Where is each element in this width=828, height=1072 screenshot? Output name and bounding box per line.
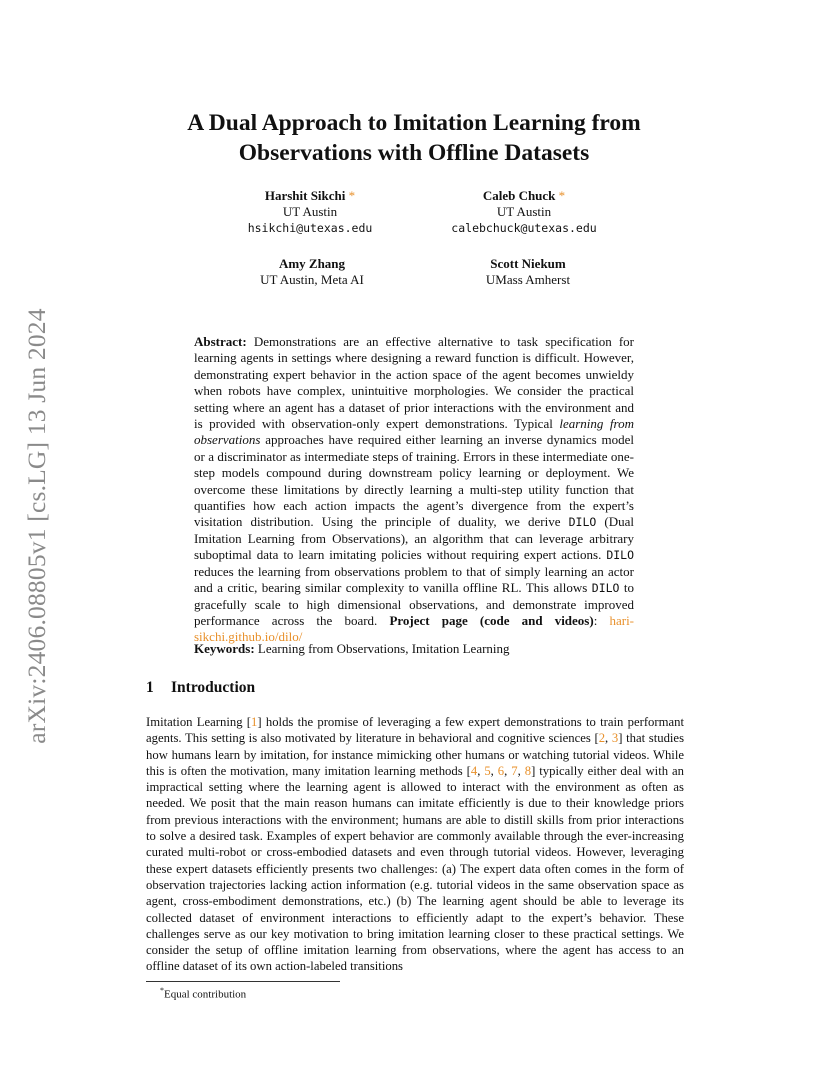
abstract-text: Demonstrations are an effective alternative to task specification for learning agents in settings where designing a reward function is difficult. However, demonstrating expert behavior in the action space of the agent becomes unwieldy when robots have complex, unintuitive morphologies. We consider the practical setting where an agent has a dataset of prior interactions with the environment and is provided with observation-only expert demonstrations. Typical xyxy=(194,334,635,432)
author-affiliation: UT Austin, Meta AI xyxy=(260,272,364,287)
title-line-2: Observations with Offline Datasets xyxy=(238,140,590,166)
author-name: Harshit Sikchi xyxy=(264,188,346,203)
intro-paragraph xyxy=(146,714,684,975)
footnote-rule xyxy=(146,981,340,982)
abstract-text: (Dual Imitation Learning from Observations), an algorithm that can leverage arbitrary suboptimal data to learn imitating policies without requiring expert actions. xyxy=(194,514,635,563)
citation-separator: , xyxy=(605,731,612,746)
keywords-label: Keywords: xyxy=(194,641,255,656)
equal-contrib-mark: * xyxy=(348,188,356,203)
project-page-link[interactable]: hari-sikchi.github.io/dilo/ xyxy=(194,612,635,645)
citation-link[interactable]: 5 xyxy=(484,763,491,778)
arxiv-side-stamp xyxy=(20,292,54,760)
arxiv-id-text: arXiv:2406.08805v1 [cs.LG] 13 Jun 2024 xyxy=(22,308,51,744)
intro-text: ] typically either deal with an impractical setting where the learning agent is allowed to interact with the environment as often as needed. We posit that the main reason humans can imitate efficiently is due to their knowledge priors from previous interactions with the environment; humans are able to distill skills from prior interactions to solve a desired task. Examples of expert behavior are commonly available through the ever-increasing curated multi-robot or cross-embodied datasets and even through tutorial videos. However, leveraging these expert datasets efficiently presents two challenges: (a) The expert data often comes in the form of observation trajectories lacking action information (e.g. tutorial videos in the same observation space as agent, cross-embodiment demonstrations, etc.) (b) The learning agent should be able to leverage its collected dataset of environment interactions to efficiently adapt to the expert’s behavior. These challenges serve as our key motivation to bring imitation learning closer to these practical settings. We consider the setup of offline imitation learning from observations, where the agent has access to an offline dataset of its own action-labeled transitions xyxy=(146,763,684,974)
citation-separator: , xyxy=(517,763,525,778)
abstract-label: Abstract: xyxy=(194,334,247,349)
citation-link[interactable]: 6 xyxy=(497,763,505,778)
intro-text: ] that studies how humans learn by imitation, for instance mimicking other humans or watching tutorial videos. While this is often the motivation, many imitation learning methods [ xyxy=(146,731,685,778)
intro-text: Imitation Learning [ xyxy=(146,715,252,729)
citation-link[interactable]: 2 xyxy=(598,731,606,746)
keywords-text: Learning from Observations, Imitation Learning xyxy=(257,641,510,656)
author-name: Amy Zhang xyxy=(278,256,346,271)
author-affiliation: UT Austin xyxy=(496,204,552,219)
author-affiliation: UT Austin xyxy=(282,204,338,219)
project-page-colon: : xyxy=(593,612,598,628)
author-block-1 xyxy=(194,188,426,236)
keywords xyxy=(194,641,634,657)
section-heading xyxy=(146,679,255,697)
citation-link[interactable]: 8 xyxy=(524,763,532,778)
author-affiliation: UMass Amherst xyxy=(485,272,571,287)
section-title: Introduction xyxy=(171,679,256,696)
paper-title xyxy=(150,108,678,168)
author-block-3 xyxy=(196,256,428,288)
author-name: Caleb Chuck xyxy=(482,188,556,203)
abstract xyxy=(194,334,634,646)
section-number: 1 xyxy=(146,679,154,696)
citation-link[interactable]: 7 xyxy=(511,763,518,778)
citation-separator: , xyxy=(504,763,512,778)
intro-text: ] holds the promise of leveraging a few expert demonstrations to train performant agents. This setting is also motivated by literature in behavioral and cognitive sciences [ xyxy=(146,715,684,746)
abstract-text: reduces the learning from observations problem to that of simply learning an actor and a critic, bearing similar complexity to vanilla offline RL. This allows xyxy=(194,563,634,596)
method-name: DILO xyxy=(606,548,635,563)
author-name: Scott Niekum xyxy=(490,256,566,271)
footnote-mark: * xyxy=(160,986,164,995)
citation-separator: , xyxy=(490,763,498,778)
equal-contrib-mark: * xyxy=(558,188,566,203)
method-name: DILO xyxy=(568,515,597,530)
author-block-2 xyxy=(408,188,640,236)
citation-separator: , xyxy=(477,763,485,778)
project-page-label: Project page (code and videos) xyxy=(389,612,594,628)
citation-link[interactable]: 1 xyxy=(251,715,258,729)
abstract-text: to gracefully scale to high dimensional observations, and demonstrate improved performance across the board. xyxy=(194,580,635,628)
abstract-italic-term: learning from observations xyxy=(194,416,634,448)
author-block-4 xyxy=(412,256,644,288)
abstract-text: approaches have required either learning an inverse dynamics model or a discriminator as intermediate steps of training. Errors in these intermediate one-step models compound during downstream policy learning or deployment. We overcome these limitations by directly learning a multi-step utility function that quantifies how each action impacts the agent’s divergence from the expert’s visitation distribution. Using the principle of duality, we derive xyxy=(194,432,635,530)
title-line-1: A Dual Approach to Imitation Learning from xyxy=(187,110,641,136)
author-email: hsikchi@utexas.edu xyxy=(247,221,373,235)
footnote-text: Equal contribution xyxy=(164,988,247,1001)
author-email: calebchuck@utexas.edu xyxy=(451,221,597,235)
method-name: DILO xyxy=(591,581,620,596)
citation-link[interactable]: 4 xyxy=(470,763,478,778)
citation-link[interactable]: 3 xyxy=(611,731,619,746)
footnote xyxy=(160,986,246,1001)
